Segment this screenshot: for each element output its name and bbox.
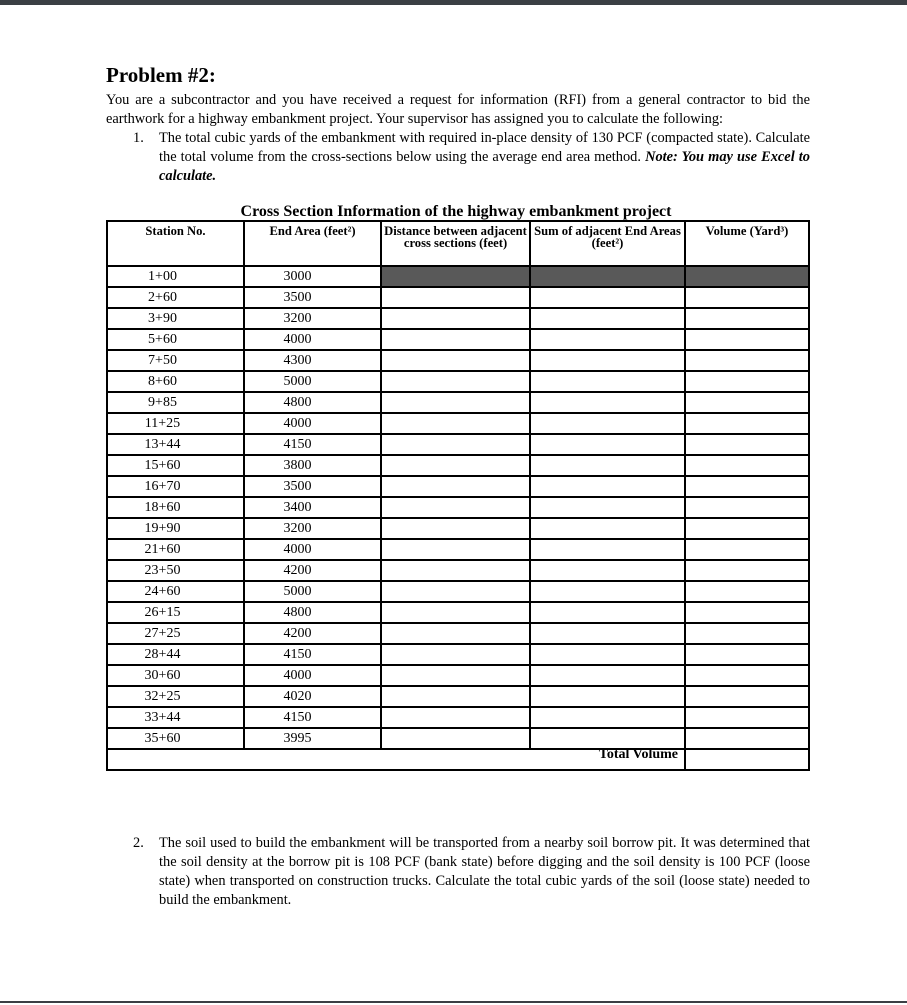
sum-areas-cell[interactable] [530, 686, 685, 707]
end-area-cell: 3995 [244, 728, 381, 749]
cross-section-table [106, 220, 810, 771]
end-area-cell: 4000 [244, 539, 381, 560]
distance-cell[interactable] [381, 350, 530, 371]
distance-cell[interactable] [381, 455, 530, 476]
station-cell: 28+44 [107, 644, 244, 665]
task-note: Note: You may use Excel to calculate. [159, 149, 810, 184]
volume-cell[interactable] [685, 728, 809, 749]
end-area-cell: 3500 [244, 476, 381, 497]
station-cell: 5+60 [107, 329, 244, 350]
table-row [107, 707, 809, 728]
station-cell: 18+60 [107, 497, 244, 518]
station-cell: 26+15 [107, 602, 244, 623]
end-area-cell: 4800 [244, 602, 381, 623]
volume-cell[interactable] [685, 539, 809, 560]
station-cell: 1+00 [107, 266, 244, 287]
station-cell: 11+25 [107, 413, 244, 434]
station-cell: 7+50 [107, 350, 244, 371]
sum-areas-cell[interactable] [530, 392, 685, 413]
volume-cell[interactable] [685, 665, 809, 686]
task-item-2-block [106, 834, 810, 910]
sum-areas-cell[interactable] [530, 329, 685, 350]
end-area-cell: 4000 [244, 329, 381, 350]
station-cell: 15+60 [107, 455, 244, 476]
table-row [107, 539, 809, 560]
volume-cell[interactable] [685, 560, 809, 581]
sum-areas-cell[interactable] [530, 371, 685, 392]
distance-cell[interactable] [381, 497, 530, 518]
station-cell: 16+70 [107, 476, 244, 497]
distance-cell[interactable] [381, 539, 530, 560]
header-end-area: End Area (feet²) [244, 221, 381, 266]
distance-cell[interactable] [381, 644, 530, 665]
station-cell: 3+90 [107, 308, 244, 329]
distance-cell[interactable] [381, 308, 530, 329]
end-area-cell: 3800 [244, 455, 381, 476]
volume-cell[interactable] [685, 623, 809, 644]
problem-title: Problem #2: [106, 63, 216, 87]
station-cell: 13+44 [107, 434, 244, 455]
volume-cell[interactable] [685, 455, 809, 476]
sum-areas-cell[interactable] [530, 287, 685, 308]
sum-areas-cell[interactable] [530, 476, 685, 497]
header-sum-areas: Sum of adjacent End Areas (feet²) [530, 221, 685, 266]
distance-cell[interactable] [381, 623, 530, 644]
table-row [107, 665, 809, 686]
end-area-cell: 4000 [244, 665, 381, 686]
distance-cell[interactable] [381, 602, 530, 623]
distance-cell[interactable] [381, 728, 530, 749]
table-row [107, 497, 809, 518]
table-title: Cross Section Information of the highway embankment project [240, 203, 672, 220]
sum-areas-cell[interactable] [530, 728, 685, 749]
volume-cell[interactable] [685, 434, 809, 455]
station-cell: 2+60 [107, 287, 244, 308]
sum-areas-cell[interactable] [530, 350, 685, 371]
volume-cell[interactable] [685, 707, 809, 728]
table-row [107, 308, 809, 329]
volume-cell[interactable] [685, 371, 809, 392]
table-row [107, 623, 809, 644]
table-row [107, 266, 809, 287]
volume-cell[interactable] [685, 476, 809, 497]
header-volume: Volume (Yard³) [685, 221, 809, 266]
station-cell: 35+60 [107, 728, 244, 749]
volume-cell[interactable] [685, 602, 809, 623]
page-bottom-border [0, 1001, 907, 1003]
table-row [107, 413, 809, 434]
end-area-cell: 4200 [244, 623, 381, 644]
end-area-cell: 4800 [244, 392, 381, 413]
table-header-row [107, 221, 809, 266]
sum-areas-cell[interactable] [530, 560, 685, 581]
sum-areas-cell[interactable] [530, 623, 685, 644]
sum-areas-cell[interactable] [530, 581, 685, 602]
table-row [107, 371, 809, 392]
table-row [107, 476, 809, 497]
distance-cell [381, 266, 530, 287]
end-area-cell: 5000 [244, 581, 381, 602]
sum-areas-cell[interactable] [530, 455, 685, 476]
end-area-cell: 5000 [244, 371, 381, 392]
table-row [107, 350, 809, 371]
station-cell: 8+60 [107, 371, 244, 392]
distance-cell[interactable] [381, 413, 530, 434]
problem-section [106, 62, 810, 186]
distance-cell[interactable] [381, 707, 530, 728]
header-station: Station No. [107, 221, 244, 266]
volume-cell[interactable] [685, 686, 809, 707]
end-area-cell: 4300 [244, 350, 381, 371]
distance-cell[interactable] [381, 392, 530, 413]
end-area-cell: 3000 [244, 266, 381, 287]
distance-cell[interactable] [381, 560, 530, 581]
table-row [107, 644, 809, 665]
table-row [107, 686, 809, 707]
end-area-cell: 3500 [244, 287, 381, 308]
distance-cell[interactable] [381, 476, 530, 497]
sum-areas-cell[interactable] [530, 665, 685, 686]
station-cell: 24+60 [107, 581, 244, 602]
volume-cell [685, 266, 809, 287]
sum-areas-cell[interactable] [530, 518, 685, 539]
volume-cell[interactable] [685, 392, 809, 413]
end-area-cell: 4150 [244, 434, 381, 455]
station-cell: 19+90 [107, 518, 244, 539]
table-row [107, 392, 809, 413]
sum-areas-cell[interactable] [530, 434, 685, 455]
end-area-cell: 3400 [244, 497, 381, 518]
sum-areas-cell[interactable] [530, 707, 685, 728]
end-area-cell: 3200 [244, 308, 381, 329]
volume-cell[interactable] [685, 644, 809, 665]
distance-cell[interactable] [381, 371, 530, 392]
station-cell: 27+25 [107, 623, 244, 644]
task-number: 2. [133, 835, 144, 851]
total-volume-label: Total Volume [107, 749, 685, 770]
problem-intro: You are a subcontractor and you have received a request for information (RFI) from a general contractor to bid the earthwork for a highway embankment project. Your supervisor has assigned you to calculate the following: [106, 92, 810, 127]
task-item-1 [106, 129, 810, 186]
total-row [107, 749, 809, 770]
end-area-cell: 4200 [244, 560, 381, 581]
volume-cell[interactable] [685, 350, 809, 371]
end-area-cell: 4020 [244, 686, 381, 707]
station-cell: 21+60 [107, 539, 244, 560]
volume-cell[interactable] [685, 413, 809, 434]
task-number: 1. [133, 130, 144, 146]
volume-cell[interactable] [685, 308, 809, 329]
total-volume-cell[interactable] [685, 749, 809, 770]
task-item-2 [106, 834, 810, 910]
end-area-cell: 4150 [244, 644, 381, 665]
station-cell: 33+44 [107, 707, 244, 728]
volume-cell[interactable] [685, 581, 809, 602]
station-cell: 23+50 [107, 560, 244, 581]
volume-cell[interactable] [685, 518, 809, 539]
end-area-cell: 3200 [244, 518, 381, 539]
table-row [107, 581, 809, 602]
station-cell: 32+25 [107, 686, 244, 707]
sum-areas-cell[interactable] [530, 497, 685, 518]
end-area-cell: 4000 [244, 413, 381, 434]
station-cell: 30+60 [107, 665, 244, 686]
window-top-bar [0, 0, 907, 5]
distance-cell[interactable] [381, 518, 530, 539]
end-area-cell: 4150 [244, 707, 381, 728]
distance-cell[interactable] [381, 434, 530, 455]
volume-cell[interactable] [685, 497, 809, 518]
sum-areas-cell[interactable] [530, 644, 685, 665]
table-row [107, 287, 809, 308]
sum-areas-cell[interactable] [530, 413, 685, 434]
volume-cell[interactable] [685, 287, 809, 308]
table-row [107, 434, 809, 455]
distance-cell[interactable] [381, 329, 530, 350]
task-text: The total cubic yards of the embankment with required in-place density of 130 PCF (compacted state). Calculate the total volume from the cross-sections below using the average end area method. [159, 130, 810, 165]
distance-cell[interactable] [381, 665, 530, 686]
sum-areas-cell[interactable] [530, 308, 685, 329]
table-row [107, 518, 809, 539]
volume-cell[interactable] [685, 329, 809, 350]
table-row [107, 329, 809, 350]
station-cell: 9+85 [107, 392, 244, 413]
sum-areas-cell[interactable] [530, 602, 685, 623]
table-row [107, 455, 809, 476]
table-row [107, 560, 809, 581]
table-row [107, 728, 809, 749]
distance-cell[interactable] [381, 287, 530, 308]
sum-areas-cell [530, 266, 685, 287]
header-distance: Distance between adjacent cross sections (feet) [381, 221, 530, 266]
distance-cell[interactable] [381, 686, 530, 707]
task-list [106, 129, 810, 186]
table-row [107, 602, 809, 623]
task-text: The soil used to build the embankment will be transported from a nearby soil borrow pit. It was determined that the soil density at the borrow pit is 108 PCF (bank state) before digging and the soil density is 100 PCF (loose state) when transported on construction trucks. Calculate the total cubic yards of the soil (loose state) needed to build the embankment. [159, 835, 810, 908]
table-body [107, 266, 809, 770]
distance-cell[interactable] [381, 581, 530, 602]
sum-areas-cell[interactable] [530, 539, 685, 560]
